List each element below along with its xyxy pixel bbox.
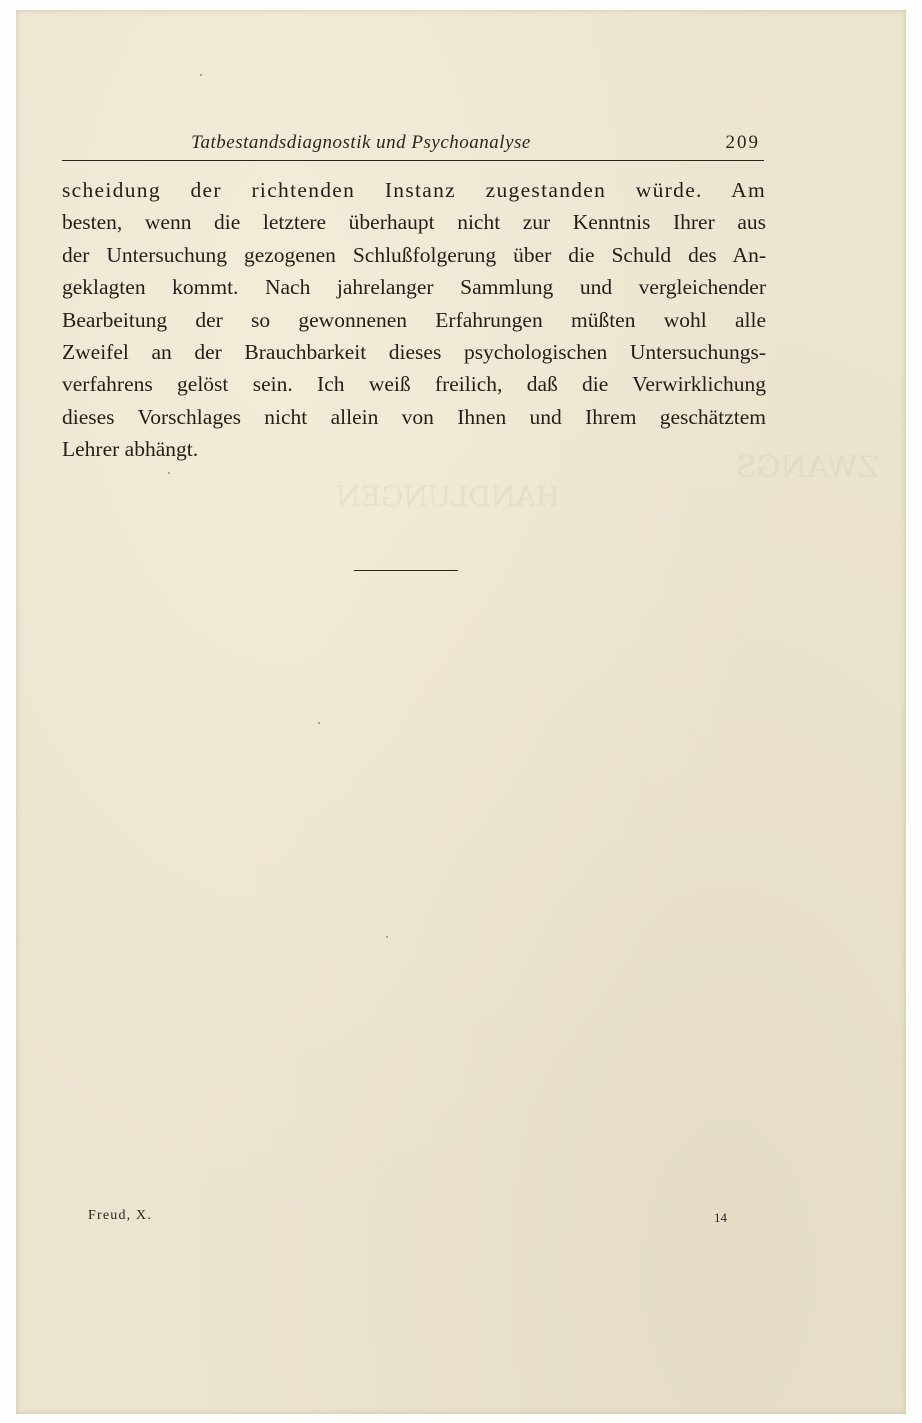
text-line: der Untersuchung gezogenen Schlußfolgerung über die Schuld des An- xyxy=(62,242,766,267)
running-header xyxy=(62,132,760,158)
text-line: besten, wenn die letztere überhaupt nicht zur Kenntnis Ihrer aus xyxy=(62,210,766,235)
text-line: scheidung der richtenden Instanz zugestanden würde. Am xyxy=(62,178,766,202)
page-number: 209 xyxy=(725,132,760,153)
text-line: geklagten kommt. Nach jahrelanger Sammlung und vergleichender xyxy=(62,275,766,300)
show-through-shadow: HANDLUNGEN xyxy=(336,480,561,513)
footer-sheet-number: 14 xyxy=(714,1210,727,1225)
text-line: Lehrer abhängt. xyxy=(62,437,199,462)
header-rule xyxy=(62,160,764,161)
paper-speck xyxy=(168,472,170,474)
text-line: Bearbeitung der so gewonnenen Erfahrungen müßten wohl alle xyxy=(62,307,766,332)
text-line: Zweifel an der Brauchbarkeit dieses psychologischen Untersuchungs- xyxy=(62,340,766,365)
paper-speck xyxy=(386,936,388,938)
body-paragraph xyxy=(62,174,766,466)
running-title: Tatbestandsdiagnostik und Psychoanalyse xyxy=(191,132,531,153)
paper-speck xyxy=(200,74,202,76)
text-line: dieses Vorschlages nicht allein von Ihnen und Ihrem geschätztem xyxy=(62,404,766,429)
show-through-shadow: ZWANGS xyxy=(736,450,879,485)
footer-signature: Freud, X. xyxy=(88,1208,153,1223)
text-line: verfahrens gelöst sein. Ich weiß freilich, daß die Verwirklichung xyxy=(62,372,766,397)
section-end-rule xyxy=(354,570,458,571)
paper-speck xyxy=(318,722,320,724)
